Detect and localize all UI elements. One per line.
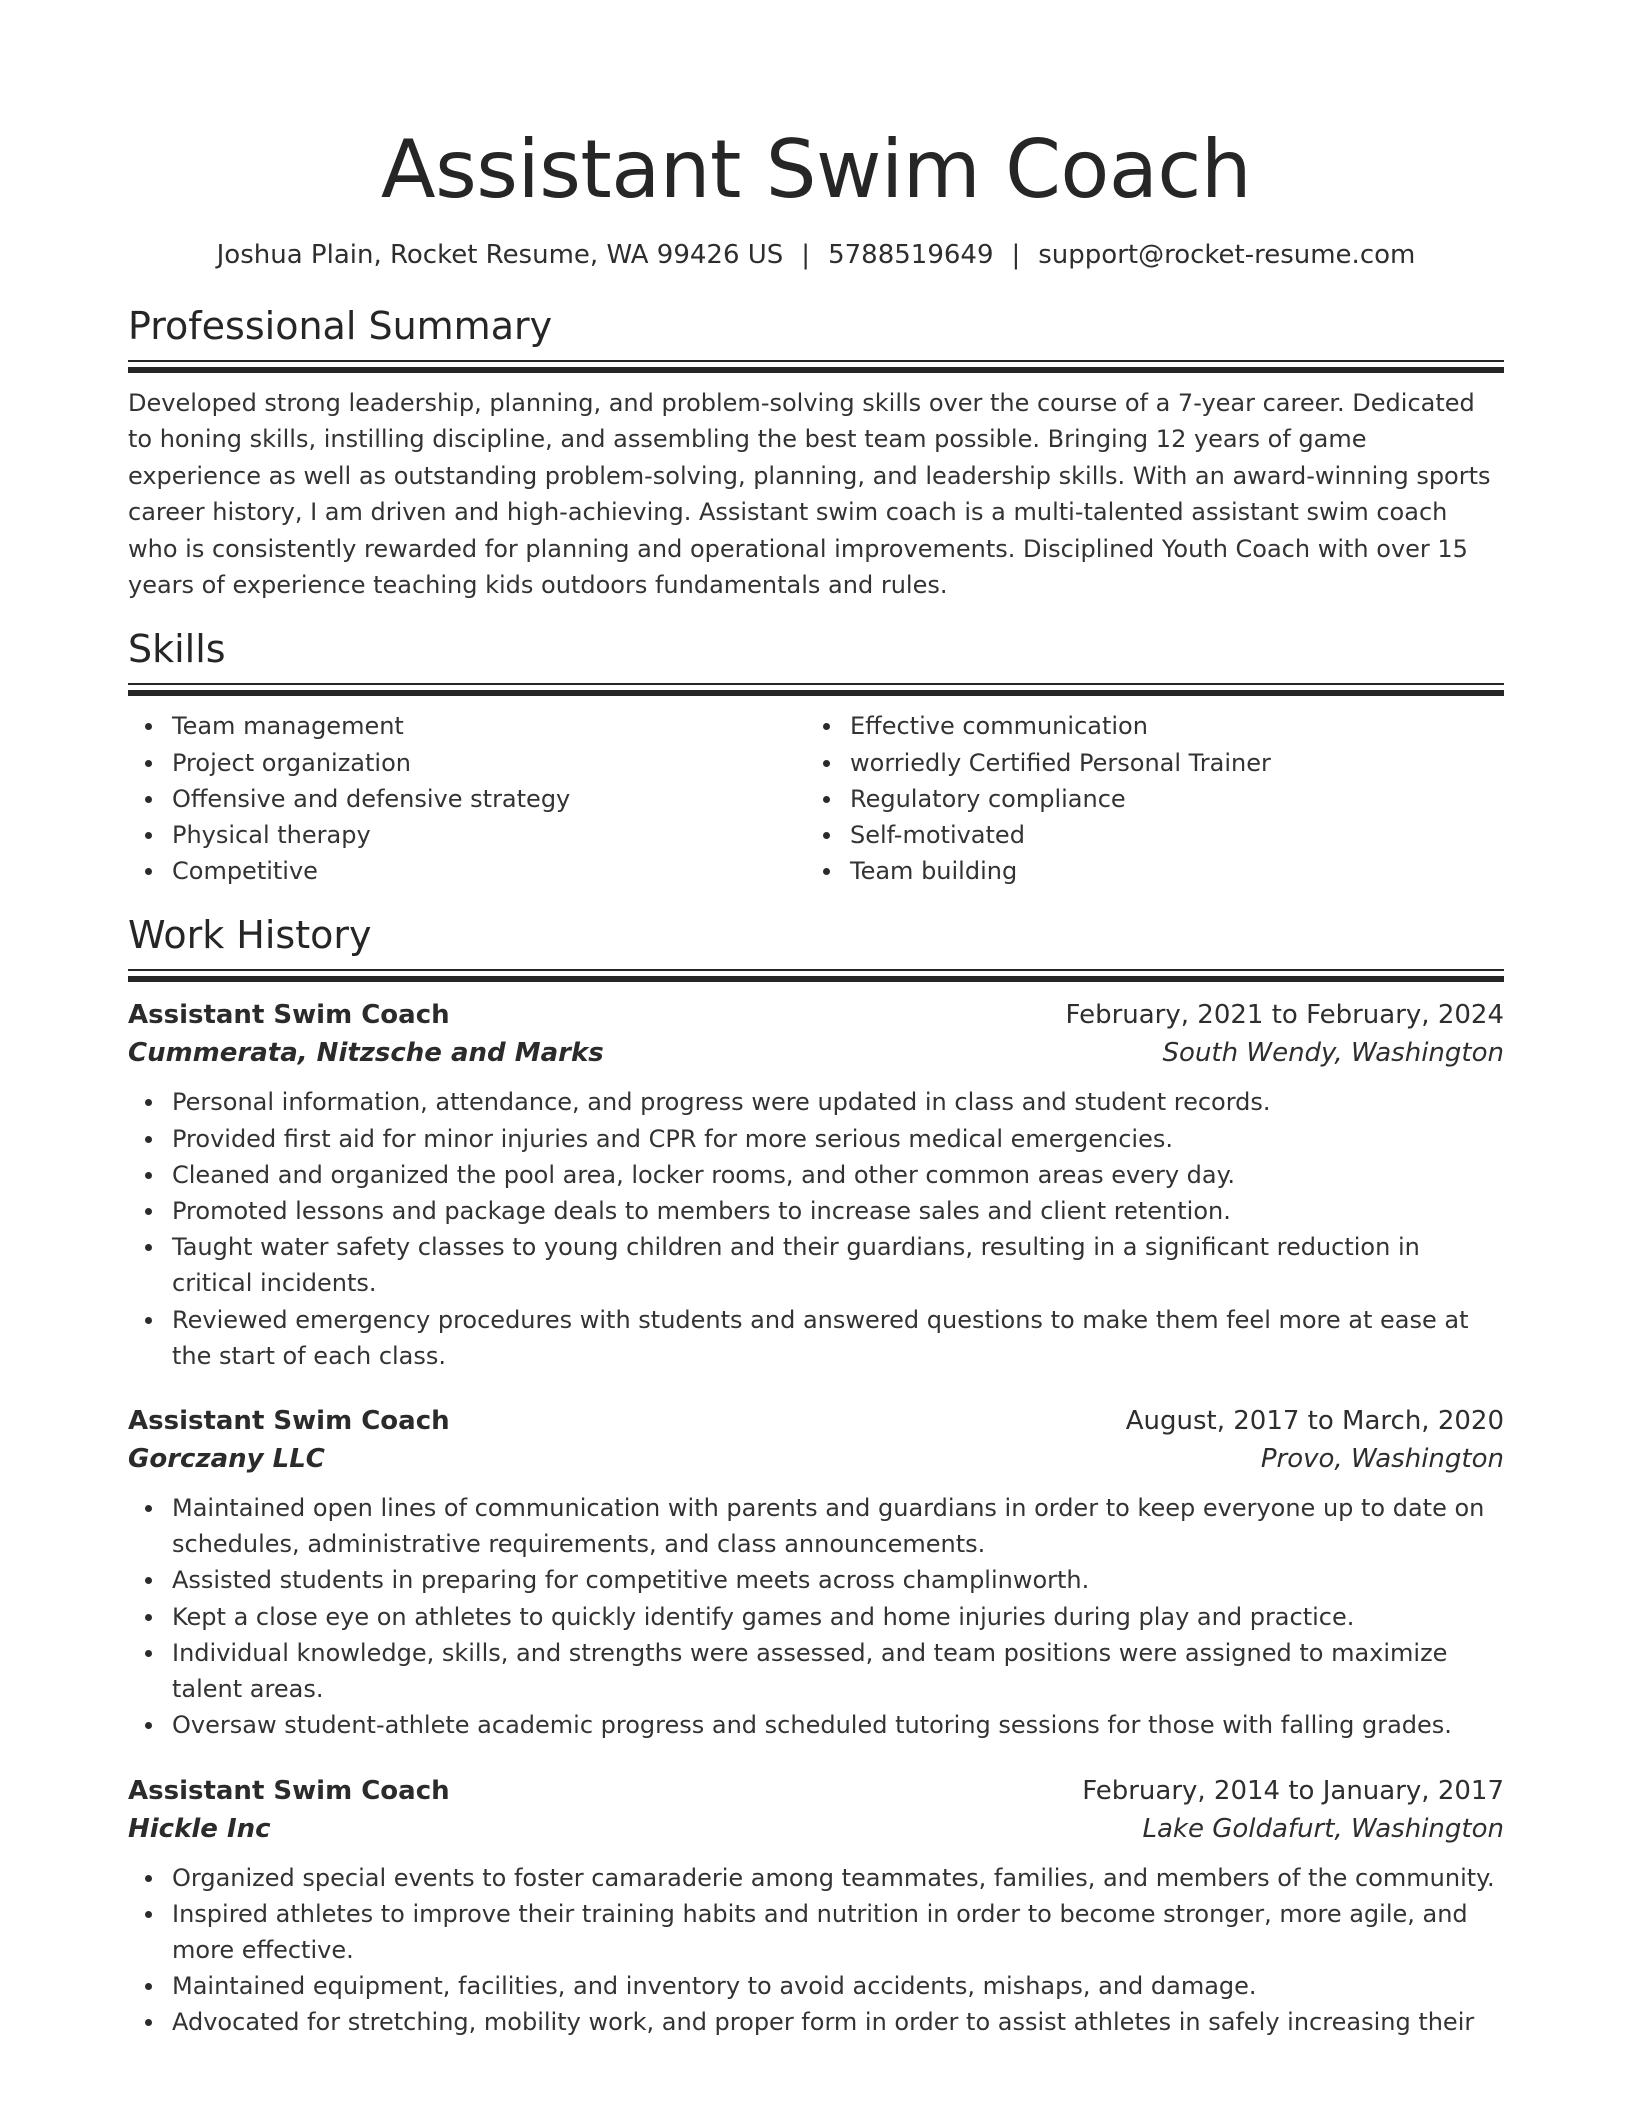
job-duty: Reviewed emergency procedures with students and answered questions to make them feel more at ease at the start of each class. [172,1302,1504,1374]
skills-section [128,625,1504,889]
job-company-row [128,1810,1504,1848]
job-dates: August, 2017 to March, 2020 [1125,1406,1504,1437]
job-company-row [128,1034,1504,1072]
job-company: Gorczany LLC [128,1444,325,1475]
skill-item: Team management [172,708,806,744]
job-title: Assistant Swim Coach [128,1000,450,1031]
job-duty: Cleaned and organized the pool area, locker rooms, and other common areas every day. [172,1157,1504,1193]
job-entry [128,996,1504,1374]
job-duty: Taught water safety classes to young children and their guardians, resulting in a significant reduction in critical incidents. [172,1229,1504,1301]
skill-item: Project organization [172,745,806,781]
job-duty: Maintained open lines of communication with parents and guardians in order to keep everyone up to date on schedules, administrative requirements, and class announcements. [172,1490,1504,1562]
summary-text: Developed strong leadership, planning, and problem-solving skills over the course of a 7-year career. Dedicated to honing skills, instilling discipline, and assembling the best team possible. Bringing 12 years of game experience as well as outstanding problem-solving, planning, and leadership skills. With an award-winning sports career history, I am driven and high-achieving. Assistant swim coach is a multi-talented assistant swim coach who is consistently rewarded for planning and operational improvements. Disciplined Youth Coach with over 15 years of experience teaching kids outdoors fundamentals and rules. [128,389,1491,600]
contact-phone: 5788519649 [828,240,994,270]
summary-section [128,302,1504,603]
skill-item: Competitive [172,853,806,889]
job-duty: Maintained equipment, facilities, and inventory to avoid accidents, mishaps, and damage. [172,1968,1504,2004]
skills-column-right [806,708,1484,889]
job-duty: Individual knowledge, skills, and strengths were assessed, and team positions were assigned to maximize talent areas. [172,1635,1504,1707]
contact-address: Joshua Plain, Rocket Resume, WA 99426 US [216,240,784,270]
skills-column-left [128,708,806,889]
contact-separator: | [801,240,811,270]
job-dates: February, 2014 to January, 2017 [1082,1775,1504,1806]
contact-line [128,238,1504,272]
skill-item: Physical therapy [172,817,806,853]
job-header-row [128,1402,1504,1440]
section-rule [128,360,1504,362]
job-company-row [128,1440,1504,1478]
job-duties-list [128,1490,1504,1743]
resume-title: Assistant Swim Coach [380,123,1252,216]
skill-item: Team building [850,853,1484,889]
job-duty: Kept a close eye on athletes to quickly identify games and home injuries during play and practice. [172,1599,1504,1635]
skills-grid [128,708,1504,889]
job-entry [128,1772,1504,2041]
job-entry [128,1402,1504,1743]
job-location: South Wendy, Washington [1162,1038,1504,1069]
contact-separator: | [1011,240,1021,270]
section-rule [128,683,1504,685]
section-rule-thick [128,976,1504,982]
job-duty: Assisted students in preparing for competitive meets across champlinworth. [172,1562,1504,1598]
job-title: Assistant Swim Coach [128,1406,450,1437]
skill-item: Self-motivated [850,817,1484,853]
job-location: Provo, Washington [1260,1444,1504,1475]
section-rule [128,969,1504,971]
job-company: Cummerata, Nitzsche and Marks [128,1038,604,1069]
skills-heading: Skills [128,627,226,672]
contact-email: support@rocket-resume.com [1038,240,1416,270]
skill-item: Effective communication [850,708,1484,744]
section-rule-thick [128,367,1504,373]
skill-item: worriedly Certified Personal Trainer [850,745,1484,781]
skill-item: Offensive and defensive strategy [172,781,806,817]
job-title: Assistant Swim Coach [128,1775,450,1806]
job-duty: Inspired athletes to improve their training habits and nutrition in order to become stronger, more agile, and more effective. [172,1896,1504,1968]
job-duties-list [128,1860,1504,2041]
job-duty: Provided first aid for minor injuries and CPR for more serious medical emergencies. [172,1121,1504,1157]
skill-item: Regulatory compliance [850,781,1484,817]
section-rule-thick [128,690,1504,696]
job-header-row [128,996,1504,1034]
resume-page [128,0,1504,2041]
job-duty: Advocated for stretching, mobility work, and proper form in order to assist athletes in safely increasing their [172,2004,1504,2040]
job-duty: Personal information, attendance, and progress were updated in class and student records. [172,1084,1504,1120]
work-history-section [128,911,1504,2040]
job-header-row [128,1772,1504,1810]
job-duties-list [128,1084,1504,1374]
job-duty: Organized special events to foster camaraderie among teammates, families, and members of the community. [172,1860,1504,1896]
job-duty: Promoted lessons and package deals to members to increase sales and client retention. [172,1193,1504,1229]
job-company: Hickle Inc [128,1813,271,1844]
job-duty: Oversaw student-athlete academic progress and scheduled tutoring sessions for those with falling grades. [172,1707,1504,1743]
summary-heading: Professional Summary [128,304,553,348]
job-dates: February, 2021 to February, 2024 [1065,1000,1504,1031]
work-history-heading: Work History [128,913,372,958]
job-location: Lake Goldafurt, Washington [1142,1813,1504,1844]
